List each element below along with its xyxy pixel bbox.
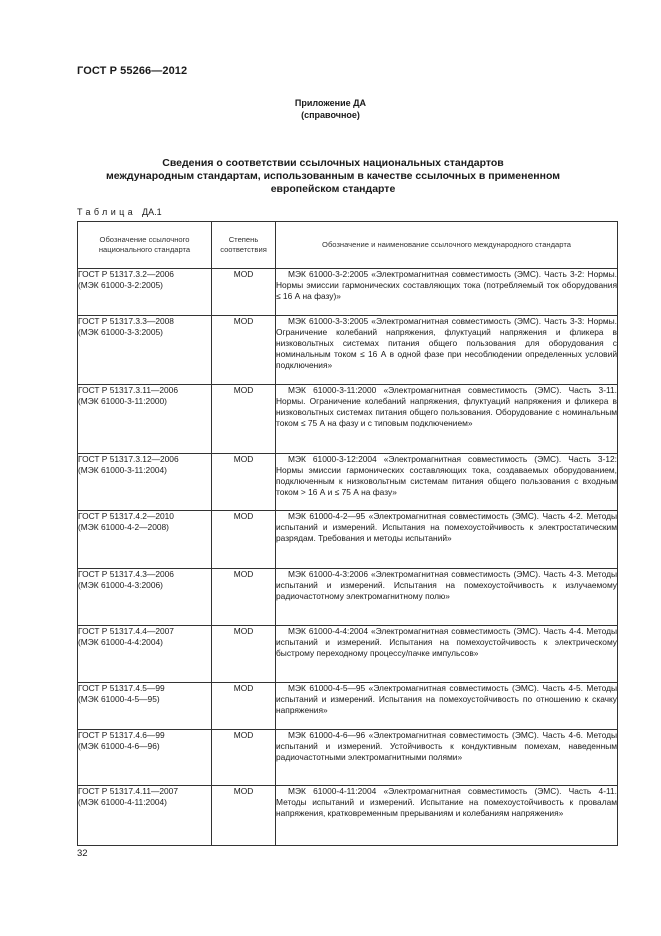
national-standard-code: ГОСТ Р 51317.4.6—99 (78, 730, 165, 740)
table-row (78, 626, 618, 683)
international-standard-cell (276, 385, 618, 454)
international-standard-text: МЭК 61000-3-3:2005 «Электромагнитная совместимость (ЭМС). Часть 3-3: Нормы. Ограничение колебаний напряжения, флуктуаций напряжения и фликера в низковольтных системах питания общего пользования для оборудования с номинальным током ≤ 16 А в одной фазе при несоблюдении определенных условий подключения» (276, 316, 617, 370)
national-standard-code: ГОСТ Р 51317.4.5—99 (78, 683, 165, 693)
conformity-degree-cell: MOD (212, 626, 276, 683)
national-standard-iec-ref: (МЭК 61000-4-4:2004) (78, 636, 163, 647)
table-row (78, 569, 618, 626)
table-row (78, 269, 618, 316)
international-standard-text: МЭК 61000-4-3:2006 «Электромагнитная совместимость (ЭМС). Часть 4-3. Методы испытаний и измерений. Испытания на помехоустойчивость к излучаемому радиочастотному электромагнитному полю» (276, 569, 617, 601)
national-standard-cell (78, 511, 212, 569)
conformity-degree-cell: MOD (212, 569, 276, 626)
international-standard-text: МЭК 61000-4-4:2004 «Электромагнитная совместимость (ЭМС). Часть 4-4. Методы испытаний и измерений. Испытания на помехоустойчивость к электрическому быстрому переходному процессу/пачке импульсов» (276, 626, 617, 658)
conformity-degree-cell: MOD (212, 454, 276, 511)
section-title-line-3: европейском стандарте (270, 183, 396, 195)
national-standard-code: ГОСТ Р 51317.4.3—2006 (78, 569, 174, 579)
international-standard-cell (276, 626, 618, 683)
national-standard-code: ГОСТ Р 51317.4.2—2010 (78, 511, 174, 521)
annex-type: (справочное) (301, 110, 360, 120)
national-standard-cell (78, 626, 212, 683)
conformity-degree-cell: MOD (212, 269, 276, 316)
international-standard-text: МЭК 61000-3-2:2005 «Электромагнитная совместимость (ЭМС). Часть 3-2: Нормы. Нормы эмиссии гармонических составляющих тока (потребляемый ток оборудования ≤ 16 А на фазу)» (276, 269, 617, 301)
conformity-degree-cell: MOD (212, 786, 276, 846)
international-standard-cell (276, 786, 618, 846)
table-caption-id: ДА.1 (142, 207, 162, 217)
annex-heading (0, 97, 661, 121)
national-standard-code: ГОСТ Р 51317.4.11—2007 (78, 786, 179, 796)
international-standard-cell (276, 454, 618, 511)
conformity-degree-cell: MOD (212, 730, 276, 786)
table-row (78, 385, 618, 454)
national-standard-iec-ref: (МЭК 61000-4-2—2008) (78, 521, 169, 532)
standards-table (77, 221, 618, 846)
international-standard-text: МЭК 61000-4-2—95 «Электромагнитная совместимость (ЭМС). Часть 4-2. Методы испытаний и измерений. Испытания на помехоустойчивость к электростатическим разрядам. Требования и методы испытаний» (276, 511, 617, 543)
table-row (78, 454, 618, 511)
national-standard-iec-ref: (МЭК 61000-4-11:2004) (78, 796, 167, 807)
section-title-line-1: Сведения о соответствии ссылочных национальных стандартов (162, 157, 504, 169)
national-standard-iec-ref: (МЭК 61000-3-3:2005) (78, 326, 163, 337)
national-standard-code: ГОСТ Р 51317.4.4—2007 (78, 626, 174, 636)
table-header-row (78, 222, 618, 269)
national-standard-iec-ref: (МЭК 61000-3-11:2000) (78, 395, 167, 406)
page-number: 32 (77, 848, 88, 859)
national-standard-cell (78, 786, 212, 846)
international-standard-text: МЭК 61000-4-6—96 «Электромагнитная совместимость (ЭМС). Часть 4-6. Методы испытаний и измерений. Устойчивость к кондуктивным помехам, наведенным радиочастотными электромагнитными полями» (276, 730, 617, 762)
international-standard-cell (276, 683, 618, 730)
section-title (100, 157, 566, 196)
table-row (78, 786, 618, 846)
table-row (78, 511, 618, 569)
conformity-degree-cell: MOD (212, 316, 276, 385)
national-standard-cell (78, 385, 212, 454)
international-standard-text: МЭК 61000-3-11:2000 «Электромагнитная совместимость (ЭМС). Часть 3-11. Нормы. Ограничение колебаний напряжения, флуктуаций напряжения и фликера в низковольтных системах питания общего пользования. Оборудование с номинальным током ≤ 75 А на фазу и с типовым подключением» (276, 385, 617, 428)
national-standard-code: ГОСТ Р 51317.3.3—2008 (78, 316, 174, 326)
table-caption-word: Таблица (77, 207, 137, 217)
national-standard-code: ГОСТ Р 51317.3.11—2006 (78, 385, 179, 395)
header-conformity-degree: Степень соответствия (212, 222, 276, 269)
table-caption (77, 207, 162, 217)
international-standard-cell (276, 269, 618, 316)
national-standard-code: ГОСТ Р 51317.3.2—2006 (78, 269, 174, 279)
international-standard-cell (276, 316, 618, 385)
conformity-degree-cell: MOD (212, 511, 276, 569)
section-title-line-2: международным стандартам, использованным в качестве ссылочных в примененном (105, 170, 561, 182)
annex-title: Приложение ДА (294, 98, 367, 108)
conformity-degree-cell: MOD (212, 385, 276, 454)
national-standard-iec-ref: (МЭК 61000-4-5—95) (78, 693, 160, 704)
national-standard-code: ГОСТ Р 51317.3.12—2006 (78, 454, 179, 464)
table-row (78, 730, 618, 786)
national-standard-iec-ref: (МЭК 61000-4-6—96) (78, 740, 160, 751)
table-row (78, 683, 618, 730)
national-standard-cell (78, 454, 212, 511)
international-standard-text: МЭК 61000-3-12:2004 «Электромагнитная совместимость (ЭМС). Часть 3-12: Нормы эмиссии гармонических составляющих тока, создаваемых оборудованием, подключенным к низковольтным системам питания общего пользования с входным током > 16 А и ≤ 75 А на фазу» (276, 454, 617, 497)
national-standard-cell (78, 269, 212, 316)
national-standard-cell (78, 683, 212, 730)
national-standard-cell (78, 569, 212, 626)
header-international-standard: Обозначение и наименование ссылочного международного стандарта (276, 222, 618, 269)
national-standard-iec-ref: (МЭК 61000-3-2:2005) (78, 279, 163, 290)
international-standard-cell (276, 730, 618, 786)
table-row (78, 316, 618, 385)
international-standard-cell (276, 569, 618, 626)
national-standard-iec-ref: (МЭК 61000-3-11:2004) (78, 464, 167, 475)
international-standard-text: МЭК 61000-4-11:2004 «Электромагнитная совместимость (ЭМС). Часть 4-11. Методы испытаний и измерений. Испытание на помехоустойчивость к провалам напряжения, кратковременным прерываниям и колебаниям напряжения» (276, 786, 617, 818)
header-national-standard: Обозначение ссылочного национального стандарта (78, 222, 212, 269)
national-standard-iec-ref: (МЭК 61000-4-3:2006) (78, 579, 163, 590)
international-standard-cell (276, 511, 618, 569)
national-standard-cell (78, 316, 212, 385)
conformity-degree-cell: MOD (212, 683, 276, 730)
international-standard-text: МЭК 61000-4-5—95 «Электромагнитная совместимость (ЭМС). Часть 4-5. Методы испытаний и измерений. Испытания на помехоустойчивость по отношению к скачку напряжения» (276, 683, 617, 715)
document-code: ГОСТ Р 55266—2012 (77, 65, 188, 77)
national-standard-cell (78, 730, 212, 786)
